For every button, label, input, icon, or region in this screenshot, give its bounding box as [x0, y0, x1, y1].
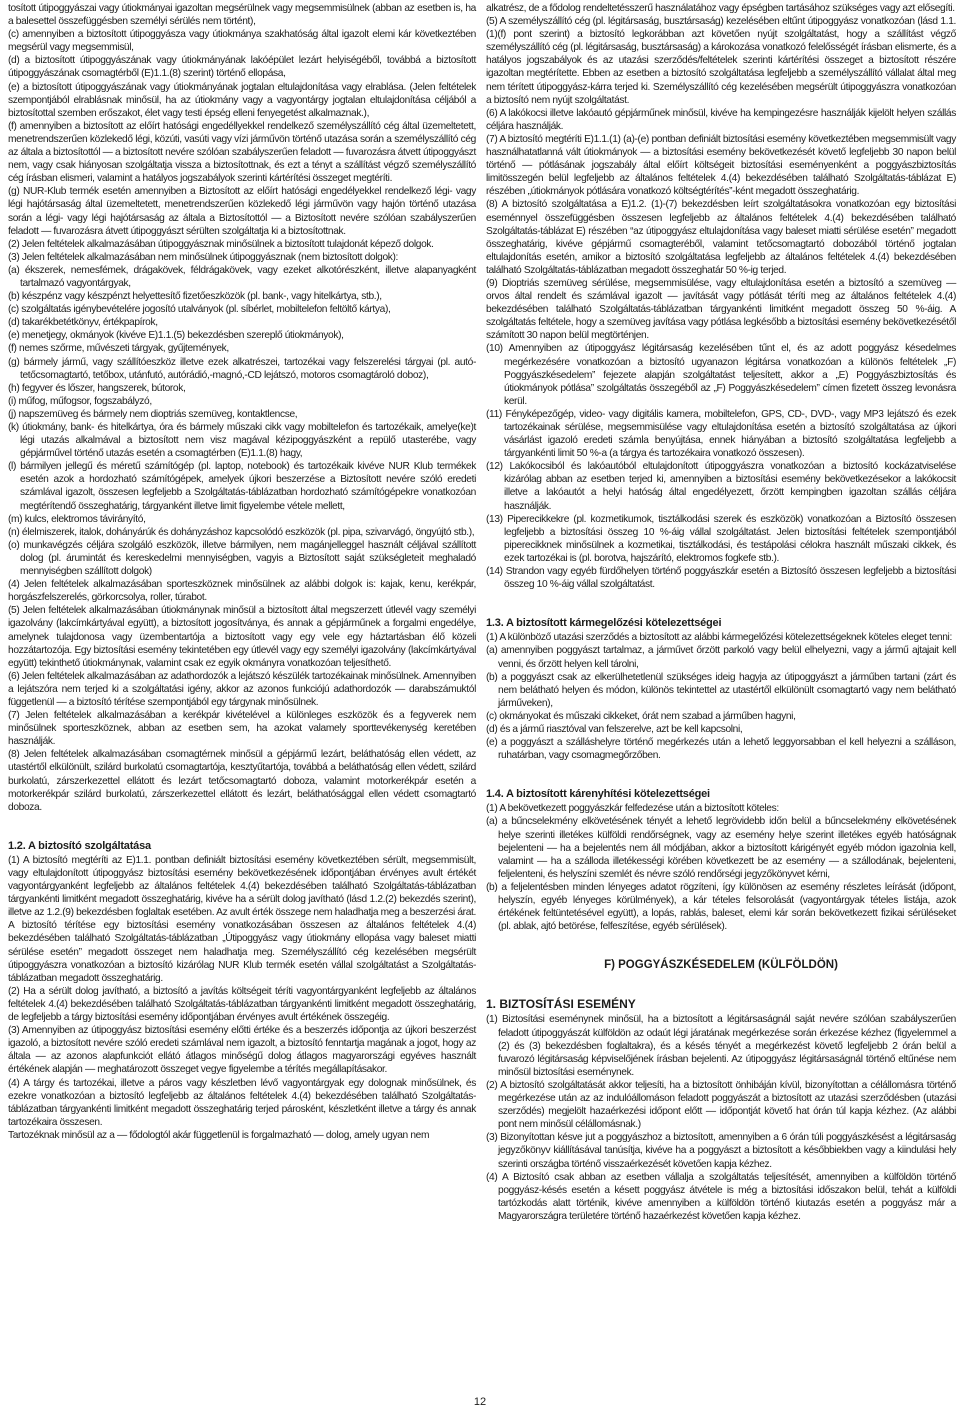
spacer — [8, 814, 476, 840]
paragraph: (7) A biztosító megtéríti E)1.1.(1) (a)-(e) pontban definiált biztosítási esemény következtében megsemmisült vagy használhatatlanná vált útiokmányok — a biztosítási esemény bekövetkezését követő legfeljebb 30 napon belül történő — pótlásának jogszabály által előírt költségeit biztosítási eseményenként a poggyászbiztosítás limitösszegén belül legfeljebb az általános feltételek 4.(4) bekezdésében található Szolgáltatás-táblázat E) részében „útiokmányok pótlására vonatkozó költségtérítés”-ként megadott összeghatárig. — [486, 133, 956, 198]
paragraph: (1) A biztosító megtéríti az E)1.1. pontban definiált biztosítási esemény következtében sérült, megsemmisült, vagy eltulajdonított útipoggyász biztosítási esemény bekövetkezésének időpontjában érvényes avult értékét vagyontárgyanként legfeljebb az általános feltételek 4.(4) bekezdésében található Szolgáltatás-táblázatban tárgyankénti limitként megadott összeghatárig, kivéve ha a sérült dolog javítható (lásd 1.2.(2) bekezdés szerint), illetve az 1.2.(9) bekezdésben foglaltak esetében. Az avult érték összege nem haladhatja meg a beszerzési árat. A biztosító térítése egy biztosítási esemény vonatkozásában összesen az általános feltételek 4.(4) bekezdésében található Szolgáltatás-táblázatban „Útipoggyász vagy útiokmány ellopása vagy baleset miatti sérülése esetén” megadott összeget nem haladhatja meg. Személyszállító cég kezelésében megsérült útipoggyászra vonatkozóan a biztosító kizárólag NUR Klub termék esetén vállal szolgáltatást a Szolgáltatás-táblázatban megadott összeghatárig. — [8, 854, 476, 984]
paragraph: (8) A biztosító szolgáltatása a E)1.2. (1)-(7) bekezdésben leírt szolgáltatásokra vonatkozóan egy biztosítási eseménnyel összefüggésben összesen legfeljebb az általános feltételek 4.(4) bekezdésében található Szolgáltatás-táblázat E) részében “az útipoggyász eltulajdonítása vagy baleset miatti sérülése esetén” megadott összeghatárig, kivéve gépjármű csomagteréből, valamint tetőcsomagtartó dobozából történő jogtalan eltulajdonítás esetén, amikor a biztosító szolgáltatása legfeljebb az általános feltételek 4.(4) bekezdésében található Szolgáltatás-táblázatban megadott összeghatár 50 %-ig terjed. — [486, 199, 956, 276]
paragraph: (10) Amennyiben az útipoggyász légitársaság kezelésében tűnt el, és az adott poggyász késedelmes megérkezésére vonatkozóan a biztosító ugyanazon légitársa vonatkozóan a különös feltételek „F) Poggyászkésedelem” fejezete alapján szolgáltatást teljesített, akkor a „E) Poggyászbiztosítás és útiokmányok pótlása” szolgáltatás összegéből az „F) Poggyászkésedelem” címen fizetett összeg levonásra kerül. — [486, 343, 956, 407]
paragraph: (b) a poggyászt csak az elkerülhetetlenül szükséges ideig hagyja az útipoggyászt a járműben tartani (zárt és nem belátható helyen és módon, különös tekintettel az utastértől elkülönült csomagtartó vagy nem belátható járműveken), — [486, 671, 956, 709]
paragraph: (a) ékszerek, nemesfémek, drágakövek, féldrágakövek, vagy ezeket alkotórészként, illetve alapanyagként tartalmazó vagyontárgyak, — [8, 264, 476, 289]
paragraph: Tartozéknak minősül az a — fődologtól akár függetlenül is forgalmazható — dolog, amely ugyan nem — [8, 1129, 430, 1141]
paragraph: (e) a biztosított útipoggyászának vagy útiokmányának jogtalan eltulajdonítása vagy elrablása. (Jelen feltételek szempontjából elrablásnak minősül, ha az útiokmány vagy a vagyontárgy jogtalan eltulajdonítása céljából a biztosítottal szemben erőszakot, élet vagy testi épség elleni fenyegetést alkalmaznak.), — [8, 81, 476, 119]
paragraph: (2) A biztosító szolgáltatását akkor teljesíti, ha a biztosított önhibáján kívül, bizonyítottan a célállomásra történő megérkezése után az az indulóállomáson feladott poggyászát a biztosított az utazási szerződésben (utazási szerződés) megjelölt hazaérkezési időpont előtt — időpontját követő hat órán túl kapja kézhez. (Az alábbi pont nem minősül célállomásnak.) — [486, 1079, 956, 1131]
paragraph: (f) nemes szőrme, művészeti tárgyak, gyűjtemények, — [8, 343, 229, 355]
paragraph: (3) Bizonyítottan késve jut a poggyászhoz a biztosított, amennyiben a 6 órán túli poggyászkésést a légitársaság jegyzőkönyv kiállításával tanúsítja, kivéve ha a poggyászt a biztosított a későbbiekben vagy a kiindulási hely szerinti országba történő visszaérkezését követően kapja kézhez. — [486, 1132, 956, 1170]
paragraph: (f) amennyiben a biztosított az előírt hatósági engedéllyekkel rendelkező személyszállító cég által üzemeltetett, menetrendszerűen közlekedő légi, közúti, vasúti vagy vízi járművön történő utazása során a személyszállító cég az általa a biztosítottól — a biztosított nevére szólóan szabályszerűen feladott — fuvarozásra átvett útipoggyászt nem, vagy csak hiányosan szolgáltatja vissza a biztosítottnak, és ezt a tényt a szállítást végző személyszállító cég írásban elismeri, valamint a hatályos jogszabályok szerinti kártérítési összeget megtéríti. — [8, 120, 476, 185]
paragraph: (3) Amennyiben az útipoggyász biztosítási esemény előtti értéke és a beszerzés időpontja az újkori beszerzést igazoló, a biztosított nevére szóló eredeti számlával nem igazolt, a biztosító fenntartja magának a jogot, hogy az általa — az azonos alapfunkciót ellátó átlagos minőségű dolog átlagos magyarországi egyéves használt értékének alapján — meghatározott összeget vegye figyelembe a térítés megállapításakor. — [8, 1025, 476, 1076]
paragraph: (3) Jelen feltételek alkalmazásában nem minősülnek útipoggyásznak (nem biztosított dolgok): — [8, 251, 399, 263]
spacer — [486, 933, 956, 959]
paragraph: tosított útipoggyászai vagy útiokmányai igazoltan megsérülnek vagy megsemmisülnek (abban az esetben is, ha a balesettel összefüggésben személyi sérülés nem történt), — [8, 3, 476, 28]
paragraph: (a) amennyiben poggyászt tartalmaz, a járművet őrzött parkoló vagy belül elhelyezni, vagy a jármű ajtajait kell venni, és őrzött helyen kell tárolni, — [486, 645, 956, 670]
paragraph: (e) menetjegy, okmányok (kivéve E)1.1.(5) bekezdésben szereplő útiokmányok), — [8, 330, 344, 342]
paragraph: (4) A Biztosító csak abban az esetben vállalja a szolgáltatás teljesítését, amennyiben a külföldön történő poggyász-késés esetén a késett poggyász átvétele is még a biztosítási időszakon belül, tehát a külföldi tartózkodás alatt történik, kivéve amennyiben a külföldön történő kiutazás esetén a poggyász már a Magyarországra területére történő hazaérkezést követően kapja kézhez. — [486, 1171, 956, 1222]
paragraph: (1) A különböző utazási szerződés a biztosított az alábbi kármegelőzési kötelezettségeknek köteles eleget tenni: — [486, 632, 952, 644]
spacer — [486, 591, 956, 617]
paragraph: (8) Jelen feltételek alkalmazásában csomagtérnek minősül a gépjármű lezárt, beláthatóság ellen védett, az utastértől elkülönült, szilárd burkolatú csomagtartója, kesztyűtartója, továbbá a beláthatóság ellen védett, szilárd burkolatú, zárszerkezettel ellátott és lezárt tetőcsomagtartó doboza, valamint motorkerékpár esetén a motorkerékpár szilárd burkolatú, zárszerkezettel ellátott és lezárt, beláthatósággal ellen védett csomagtartó doboza. — [8, 749, 476, 813]
spacer — [486, 972, 956, 998]
paragraph: (a) a bűncselekmény elkövetésének tényét a lehető legrövidebb időn belül a bűncselekmény elkövetésének helye szerinti illetékes külföldi rendőrségnek, vagy az esemény helye szerint illetékes egyéb hatóságnak bejelenteni — ha a bejelentés nem áll módjában, akkor a biztosított kárigényét egyéb módon igazolnia kell, valamint — ha a szálloda illetékességi körében következett be az esemény — a szállodának, bejelenteni, feljelenteni, és helyszíni szemlét és névre szóló rendőrségi jegyzőkönyvet kérni, — [486, 816, 956, 880]
paragraph: (2) Ha a sérült dolog javítható, a biztosító a javítás költségeit téríti vagyontárgyanként legfeljebb az általános feltételek 4.(4) bekezdésében található Szolgáltatás-táblázatban tárgyankénti limitként megadott összeghatárig, de legfeljebb a tárgy biztosítási esemény időpontjában érvényes avult értékének összegéig. — [8, 985, 476, 1024]
page-number: 12 — [473, 1396, 487, 1408]
paragraph: (d) és a jármű riasztóval van felszerelve, azt be kell kapcsolni, — [486, 723, 743, 735]
paragraph: (j) napszemüveg és bármely nem dioptriás szemüveg, kontaktlencse, — [8, 408, 298, 420]
paragraph: (4) A tárgy és tartozékai, illetve a páros vagy készletben lévő vagyontárgyak egy dolognak minősülnek, és ezekre vonatkozóan a biztosító legfeljebb az általános feltételek 4.(4) bekezdésében található Szolgáltatás-táblázatban tárgyankénti limitként megadott összeghatárig terjed párosként, készletként illetve a tárgy és annak tartozékaira összesen. — [8, 1077, 476, 1128]
paragraph: (b) a feljelentésben minden lényeges adatot rögzíteni, így különösen az esemény részletes leírását (időpont, helyszín, egyéb lényeges körülmények), a kár tételes felsorolását (vagyontárgyak tételes listája, azok értékének feltüntetésével együtt), a lopás, rablás, baleset, elemi kár során bekövetkezett fizikai sérüléseket (pl. ablak, ajtó betörése, felfeszítése, egyéb sérülések). — [486, 881, 956, 933]
section-heading: 1.4. A biztosított kárenyhítési kötelezettségei — [486, 788, 710, 801]
paragraph: (b) készpénz vagy készpénzt helyettesítő fizetőeszközök (pl. bank-, vagy hitelkártya, stb.), — [8, 291, 382, 303]
paragraph: (1) A bekövetkezett poggyászkár felfedezése után a biztosított köteles: — [486, 803, 779, 815]
spacer — [486, 762, 956, 788]
paragraph: (h) fegyver és lőszer, hangszerek, bútorok, — [8, 382, 186, 394]
paragraph: (c) amennyiben a biztosított útipoggyásza vagy útiokmánya szakhatóság által igazolt elemi kár következtében megsérül vagy megsemmisül, — [8, 29, 476, 54]
paragraph: (o) munkavégzés céljára szolgáló eszközök, illetve bármilyen, nem magánjelleggel használt céljával szállított dolog (pl. árumintát és kereskedelmi mennyiségben, vagyis a Biztosított saját szükségleteit meghaladó mennyiségben szállított dolgok) — [8, 539, 476, 578]
paragraph: (1) Biztosítási eseménynek minősül, ha a biztosított a légitársaságnál saját nevére szólóan szabályszerűen feladott útipoggyászát külföldön az odaút légi járatának megérkezése során érkezése kézhez (figyelemmel a (2) és (3) bekezdésben foglaltakra), és a késés tényét a megérkezést követő legfeljebb 2 órán belül a fuvarozó légitársaság képviselőjének írásban bejelenti. Az útipoggyász légitársaságnál történő eltűnése nem minősül biztosítási eseménynek. — [486, 1014, 956, 1078]
paragraph: (d) a biztosított útipoggyászának vagy útiokmányának lakóépület lezárt helyiségéből, továbbá a biztosított útipoggyászának csomagtérből (E)1.1.(8) szerint) történő ellopása, — [8, 55, 476, 80]
paragraph: (6) Jelen feltételek alkalmazásában az adathordozók a lejátszó készülék tartozékainak minősülnek. Amennyiben a lejátszóra nem terjed ki a szolgáltatási igény, akkor az azonos funkciójú adathordozók — darabszámuktól függetlenül — a biztosító térítése szempontjából egy tárgynak minősülnek. — [8, 670, 476, 708]
paragraph: (g) NUR-Klub termék esetén amennyiben a Biztosított az előírt hatósági engedélyekkel rendelkező légi- vagy légi hajótársaság által üzemeltetett, menetrendszerűen közlekedő légi járművön vagy hajón történő utazása során a légi- vagy légi hajótársaság az általa a Biztosítottól — a Biztosított nevére szólóan szabályszerűen feladott — fuvarozásra átvett útipoggyászt sérülten szolgáltatja ki a biztosítottnak. — [8, 186, 476, 237]
right-column — [486, 2, 956, 1223]
paragraph: (14) Strandon vagy egyéb fürdőhelyen történő poggyászkár esetén a Biztosító összesen legfeljebb a biztosítási összeg 10 %-áig vállal szolgáltatást. — [486, 566, 956, 591]
paragraph: (7) Jelen feltételek alkalmazásában a kerékpár kivételével a különleges eszközök és a fegyverek nem minősülnek sporteszköznek, abban az esetben sem, ha azokat valamely sporttevékenység keretében használják. — [8, 710, 476, 748]
paragraph: (n) élelmiszerek, italok, dohányárúk és dohányzáshoz kapcsolódó eszközök (pl. pipa, szivarvágó, öngyújtó stb.), — [8, 526, 475, 538]
paragraph: (5) A személyszállító cég (pl. légitársaság, busztársaság) kezelésében eltűnt útipoggyász vonatkozóan (lásd 1.1.(1)(f) pont szerint) a biztosító legkorábban azt követően nyújt szolgáltatást, hogy a szállítást végző személyszállító cég (pl. légitársaság, busztársaság) a károkozása vonatkozó felelősségét írásban elismerte, és a hatályos jogszabályok és az utazási szerződés/feltételek szerinti kártérítési összeget a biztosított részére igazoltan megtérítette. Ebben az esetben a biztosító szolgáltatása legfeljebb a személyszállító vállalat által meg nem térített útipoggyász-kárra terjed ki. Személyszállító cég kezelésében megsérült útipoggyászra vonatkozóan a biztosító nem nyújt szolgáltatást. — [486, 16, 956, 106]
paragraph: (e) a poggyászt a szálláshelyre történő megérkezés után a lehető leggyorsabban el kell helyezni a szálláson, ruhatárban, vagy csomagmegőrzőben. — [486, 737, 956, 762]
paragraph: (i) műfog, műfogsor, fogszabályzó, — [8, 395, 152, 407]
paragraph: (m) kulcs, elektromos távirányító, — [8, 513, 146, 525]
left-column — [8, 2, 476, 1142]
paragraph: (5) Jelen feltételek alkalmazásában útiokmánynak minősül a biztosított által megszerzett útlevél vagy személyi igazolvány (lakcímkártyával együtt), a biztosított jogosítványa, és annak a gépjárműnek a forgalmi engedélye, amelynek tulajdonosa vagy üzembentartója a biztosított vagy egy vele egy háztartásban élő közeli hozzátartozója. Egy biztosítási esemény tekintetében egy útlevél vagy egy személyi igazolvány (lakcímkártyával együtt) tekinthető útiokmánynak, valamint csak ez egyik okmányra vonatkozóan teljesíthető. — [8, 605, 476, 669]
paragraph: (6) A lakókocsi illetve lakóautó gépjárműnek minősül, kivéve ha kempingezésre használják kijelölt helyen szállás céljára használják. — [486, 107, 956, 132]
section-heading: 1.2. A biztosító szolgáltatása — [8, 839, 151, 852]
paragraph: alkatrész, de a fődolog rendeltetésszerű használatához vagy épségben tartásához szükséges vagy azt elősegíti. — [486, 3, 955, 14]
section-heading: 1. BIZTOSÍTÁSI ESEMÉNY — [486, 997, 636, 1012]
paragraph: (4) Jelen feltételek alkalmazásában sporteszköznek minősülnek az alábbi dolgok is: kajak, kenu, kerékpár, horgászfelszerelés, görkorcsolya, roller, túrabot. — [8, 579, 476, 604]
paragraph: (c) okmányokat és műszaki cikkeket, órát nem szabad a járműben hagyni, — [486, 710, 796, 722]
paragraph: (k) útiokmány, bank- és hitelkártya, óra és bármely műszaki cikk vagy mobiltelefon és tartozékaik, amelye(ke)t légi utazás alkalmával a biztosított nem visz magával kézipoggyászként a repülő utasterébe, vagy gépjárművel történő utazás esetén a csomagtérben (E)1.1.(8) hagy, — [8, 422, 476, 460]
section-heading: 1.3. A biztosított kármegelőzési kötelezettségei — [486, 617, 722, 630]
paragraph: (2) Jelen feltételek alkalmazásában útipoggyásznak minősülnek a biztosított tulajdonát képező dolgok. — [8, 238, 434, 250]
paragraph: (c) szolgáltatás igénybevételére jogosító utalványok (pl. síbérlet, mobiltelefon feltöltő kártya), — [8, 304, 391, 316]
paragraph: (12) Lakókocsiból és lakóautóból eltulajdonított útipoggyászra vonatkozóan a biztosító kockázatviselése kizárólag abban az esetben terjed ki, amennyiben a biztosítási esemény bekövetkezésekor a lakókocsit illetve a lakóautót a helyi hatóság által engedélyezett, őrzött kempingben igazoltan szállás céljára használják. — [486, 461, 956, 512]
paragraph: (l) bármilyen jellegű és méretű számítógép (pl. laptop, notebook) és tartozékaik kivéve NUR Klub termékek esetén azok a hordozható számítógépek, amelyek újkori beszerzése a Biztosított nevére szóló eredeti számlával igazolt, összesen legfeljebb a Szolgáltatás-táblázatban hordozható számítógépekre vonatkozóan megtérítendő összeghatárig, tárgyanként illetve limit figyelembe vétele mellett, — [8, 461, 476, 512]
paragraph: (d) takarékbetétkönyv, értékpapírok, — [8, 317, 158, 329]
section-heading: F) POGGYÁSZKÉSEDELEM (KÜLFÖLDÖN) — [604, 959, 838, 972]
paragraph: (11) Fényképezőgép, video- vagy digitális kamera, mobiltelefon, GPS, CD-, DVD-, vagy MP3 lejátszó és ezek tartozékainak sérülése, megsemmisülése vagy eltulajdonítása esetén a biztosító szolgáltatása az újkori vásárlást igazoló eredeti számla benyújtása, ennek hiányában a biztosító szolgáltatása legfeljebb a tárgyankénti limit 50 %-a (a tárgya és tartozékaira vonatkozó összesen). — [486, 408, 956, 460]
paragraph: (9) Dioptriás szemüveg sérülése, megsemmisülése, vagy eltulajdonítása esetén a biztosító a szemüveg — orvos által rendelt és számlával igazolt — javítását vagy pótlását téríti meg az általános feltételek 4.(4) bekezdésében található Szolgáltatás-táblázatban tárgyankénti limitként megadott összeg 50 %-áig. A szolgáltatás feltétele, hogy a szemüveg javítása vagy pótlása legkésőbb a biztosítási esemény bekövetkezésétől számított 30 napon belül megtörténjen. — [486, 277, 956, 342]
paragraph: (13) Piperecikkekre (pl. kozmetikumok, tisztálkodási szerek és eszközök) vonatkozóan a Biztosító összesen legfeljebb a biztosítási összeg 10 %-áig vállal szolgáltatást. Jelen biztosítási feltételek szempontjából piperecikknek minősülnek a kozmetikai, tisztálkodási, és testápolási célokra használt műszaki cikkek, és ezek tartozékai is (pl. borotva, hajszárító, elektromos fogkefe stb.). — [486, 513, 956, 564]
paragraph: (g) bármely jármű, vagy szállítóeszköz illetve ezek alkatrészei, tartozékai vagy felszerelési tárgyai (pl. autó-tetőcsomagtartó, tetőbox, utánfutó, autórádió,-magnó,-CD lejátszó, motoros csomagtároló doboz), — [8, 356, 476, 381]
